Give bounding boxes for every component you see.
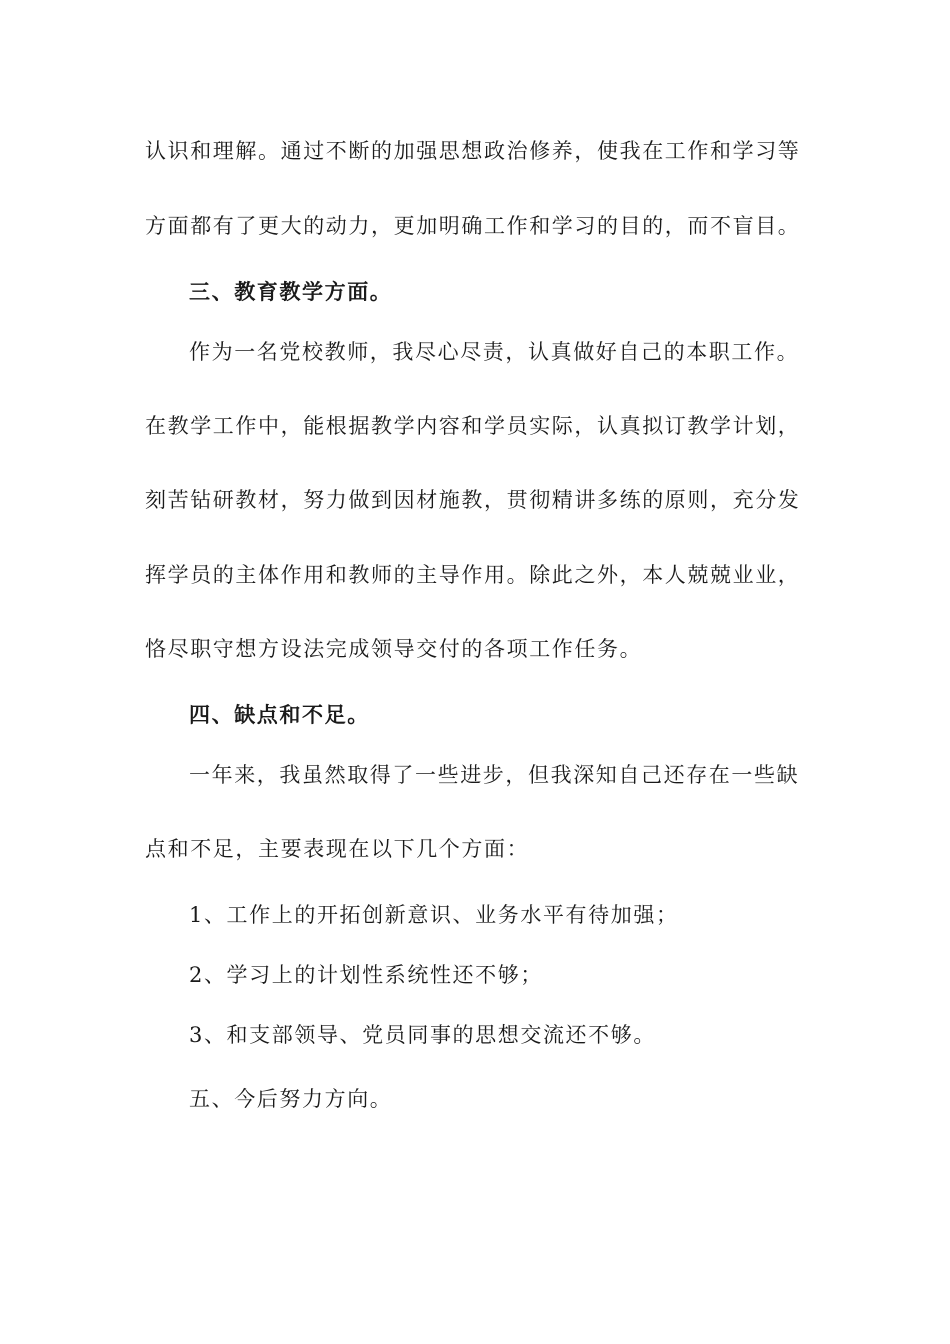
paragraph-line: 点和不足，主要表现在以下几个方面： <box>145 837 530 861</box>
paragraph-line: 认识和理解。通过不断的加强思想政治修养，使我在工作和学习等 <box>145 139 801 163</box>
section-heading-future: 五、今后努力方向。 <box>189 1087 393 1111</box>
section-heading-shortcomings: 四、缺点和不足。 <box>189 702 370 727</box>
paragraph-line: 作为一名党校教师，我尽心尽责，认真做好自己的本职工作。 <box>189 340 800 364</box>
paragraph-line: 挥学员的主体作用和教师的主导作用。除此之外，本人兢兢业业， <box>145 563 801 587</box>
list-item: 1、工作上的开拓创新意识、业务水平有待加强； <box>189 903 679 927</box>
paragraph-line: 恪尽职守想方设法完成领导交付的各项工作任务。 <box>145 637 643 661</box>
paragraph-line: 在教学工作中，能根据教学内容和学员实际，认真拟订教学计划， <box>145 414 801 438</box>
list-item: 2、学习上的计划性系统性还不够； <box>189 963 543 987</box>
list-item: 3、和支部领导、党员同事的思想交流还不够。 <box>189 1023 656 1047</box>
paragraph-line: 刻苦钻研教材，努力做到因材施教，贯彻精讲多练的原则，充分发 <box>145 488 801 512</box>
paragraph-line: 一年来，我虽然取得了一些进步，但我深知自己还存在一些缺 <box>189 763 800 787</box>
paragraph-line: 方面都有了更大的动力，更加明确工作和学习的目的，而不盲目。 <box>145 214 801 238</box>
section-heading-teaching: 三、教育教学方面。 <box>189 279 393 304</box>
